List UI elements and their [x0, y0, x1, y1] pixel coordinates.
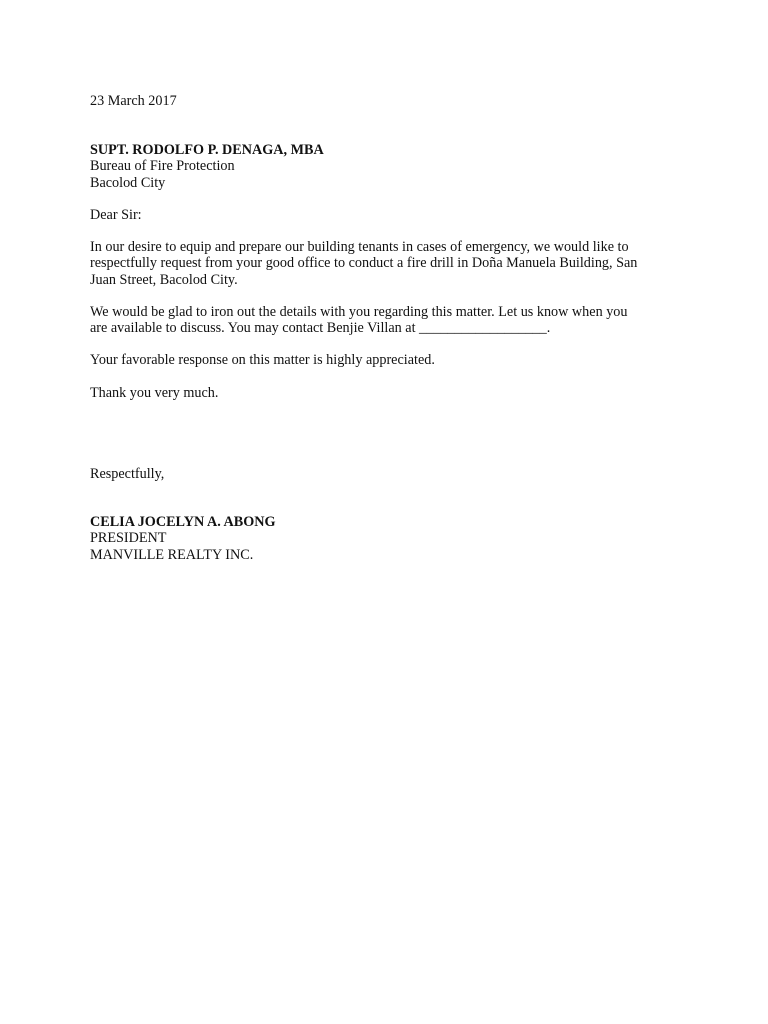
signatory-company: MANVILLE REALTY INC. — [90, 546, 254, 563]
paragraph-line: respectfully request from your good office to conduct a fire drill in Doña Manuela Building, San — [90, 255, 638, 272]
paragraph-line: Your favorable response on this matter is highly appreciated. — [90, 352, 435, 368]
date-text: 23 March 2017 — [90, 93, 177, 109]
body-paragraph-1 — [90, 239, 690, 288]
letter-date — [90, 93, 690, 109]
body-paragraph-3 — [90, 352, 690, 368]
signature-block — [90, 514, 690, 563]
body-paragraph-2 — [90, 304, 690, 337]
paragraph-line: Thank you very much. — [90, 385, 219, 401]
signatory-title: PRESIDENT — [90, 530, 167, 547]
recipient-name: SUPT. RODOLFO P. DENAGA, MBA — [90, 142, 324, 158]
salutation-text: Dear Sir: — [90, 207, 142, 223]
recipient-address — [90, 142, 690, 191]
salutation — [90, 207, 690, 223]
complimentary-closing — [90, 466, 690, 482]
paragraph-line: We would be glad to iron out the details with you regarding this matter. Let us know when you — [90, 304, 628, 320]
recipient-organization: Bureau of Fire Protection — [90, 158, 235, 175]
paragraph-line: In our desire to equip and prepare our building tenants in cases of emergency, we would like to — [90, 239, 629, 255]
body-paragraph-4 — [90, 385, 690, 401]
paragraph-line: are available to discuss. You may contact Benjie Villan at __________________. — [90, 320, 551, 337]
closing-text: Respectfully, — [90, 466, 165, 482]
paragraph-line: Juan Street, Bacolod City. — [90, 271, 238, 288]
recipient-city: Bacolod City — [90, 174, 166, 191]
signatory-name: CELIA JOCELYN A. ABONG — [90, 514, 276, 530]
